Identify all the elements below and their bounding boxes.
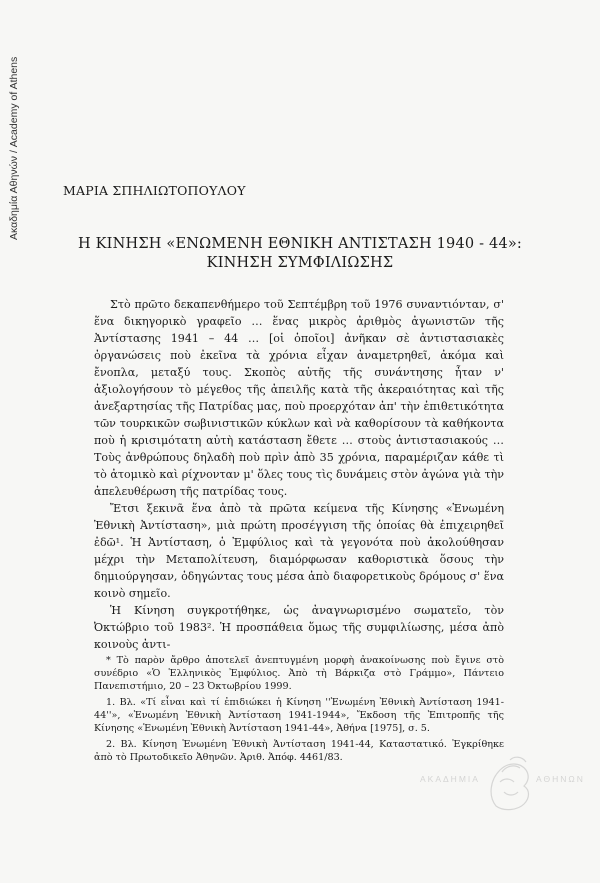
footnotes	[94, 654, 504, 767]
academy-logo-watermark	[418, 752, 593, 814]
author-name: ΜΑΡΙΑ ΣΠΗΛΙΩΤΟΠΟΥΛΟΥ	[63, 183, 246, 198]
body-paragraph: Στὸ πρῶτο δεκαπενθήμερο τοῦ Σεπτέμβρη τοῦ 1976 συναντιόνταν, σ' ἕνα δικηγορικὸ γραφεῖο … ἕνας μικρὸς ἀριθμὸς ἀγωνιστῶν τῆς Ἀντίστασης 1941 – 44 … [οἱ ὁποῖοι] ἀνῆκαν σὲ ἀντιστασιακὲς ὀργανώσεις ποὺ ἐκεῖνα τὰ χρόνια εἶχαν ἀναμετρηθεῖ, ἀκόμα καὶ ἔνοπλα, μεταξύ τους. Σκοπὸς αὐτῆς τῆς συνάντησης ἦταν ν' ἀξιολογήσουν τὸ μέγεθος τῆς ἀπειλῆς κατὰ τῆς ἀκεραιότητας καὶ τῆς ἀνεξαρτησίας τῆς Πατρίδας μας, ποὺ προερχόταν ἀπ' τὴν ἐπιθετικότητα τῶν τουρκικῶν σωβινιστικῶν κύκλων καὶ νὰ καθορίσουν τὰ καθήκοντα ποὺ ἡ κρισιμότατη αὐτὴ κατάσταση ἔθετε … στοὺς ἀντιστασιακούς … Τοὺς ἀνθρώπους δηλαδὴ ποὺ πρὶν ἀπὸ 35 χρόνια, παραμέριζαν κάθε τὶ τὸ ἀτομικὸ καὶ ρίχνονταν μ' ὅλες τους τὶς δυνάμεις στὸν ἀγώνα γιὰ τὴν ἀπελευθέρωση τῆς πατρίδας τους.	[94, 298, 504, 498]
title-line-2: ΚΙΝΗΣΗ ΣΥΜΦΙΛΙΩΣΗΣ	[206, 255, 394, 271]
article-title	[40, 235, 560, 273]
footnote: * Τὸ παρὸν ἄρθρο ἀποτελεῖ ἀνεπτυγμένη μορφὴ ἀνακοίνωσης ποὺ ἔγινε στὸ συνέδριο «Ὁ Ἑλληνικὸς Ἐμφύλιος. Ἀπὸ τὴ Βάρκιζα στὸ Γράμμο», Πάντειο Πανεπιστήμιο, 20 – 23 Ὀκτωβρίου 1999.	[94, 655, 504, 692]
side-watermark-text: Ακαδημία Αθηνών / Academy of Athens	[8, 56, 20, 240]
logo-text-right: ΑΘΗΝΩΝ	[536, 774, 585, 784]
logo-text-left: ΑΚΑΔΗΜΙΑ	[420, 774, 480, 784]
body-paragraph: Ἡ Κίνηση συγκροτήθηκε, ὡς ἀναγνωρισμένο σωματεῖο, τὸν Ὀκτώβριο τοῦ 1983². Ἡ προσπάθεια ὅμως τῆς συμφιλίωσης, μέσα ἀπὸ κοινοὺς ἀντι-	[94, 604, 504, 651]
footnote: 1. Βλ. «Τί εἶναι καὶ τί ἐπιδιώκει ἡ Κίνηση ''Ἑνωμένη Ἐθνικὴ Ἀντίσταση 1941-44''», «Ἑνωμένη Ἐθνικὴ Ἀντίσταση 1941-1944», Ἔκδοση τῆς Ἐπιτροπῆς τῆς Κίνησης «Ἑνωμένη Ἐθνικὴ Ἀντίσταση 1941-44», Ἀθήνα [1975], σ. 5.	[94, 697, 504, 734]
article-body	[94, 296, 504, 653]
side-watermark	[6, 40, 22, 240]
body-paragraph: Ἔτσι ξεκινᾶ ἕνα ἀπὸ τὰ πρῶτα κείμενα τῆς Κίνησης «Ἑνωμένη Ἐθνικὴ Ἀντίσταση», μιὰ πρώτη προσέγγιση τῆς ὁποίας θὰ ἐπιχειρηθεῖ ἐδῶ¹. Ἡ Ἀντίσταση, ὁ Ἐμφύλιος καὶ τὰ γεγονότα ποὺ ἀκολούθησαν μέχρι τὴν Μεταπολίτευση, διαμόρφωσαν καθοριστικὰ ὅσους τὴν δημιούργησαν, ὁδηγώντας τους μέσα ἀπὸ διαφορετικοὺς δρόμους σ' ἕνα κοινὸ σημεῖο.	[94, 502, 504, 600]
title-line-1: Η ΚΙΝΗΣΗ «ΕΝΩΜΕΝΗ ΕΘΝΙΚΗ ΑΝΤΙΣΤΑΣΗ 1940 - 44»:	[77, 236, 523, 252]
footnote: 2. Βλ. Κίνηση Ἑνωμένη Ἐθνικὴ Ἀντίσταση 1941-44, Καταστατικό. Ἐγκρίθηκε ἀπὸ τὸ Πρωτοδικεῖο Ἀθηνῶν. Ἀριθ. Ἀπόφ. 4461/83.	[94, 739, 504, 763]
